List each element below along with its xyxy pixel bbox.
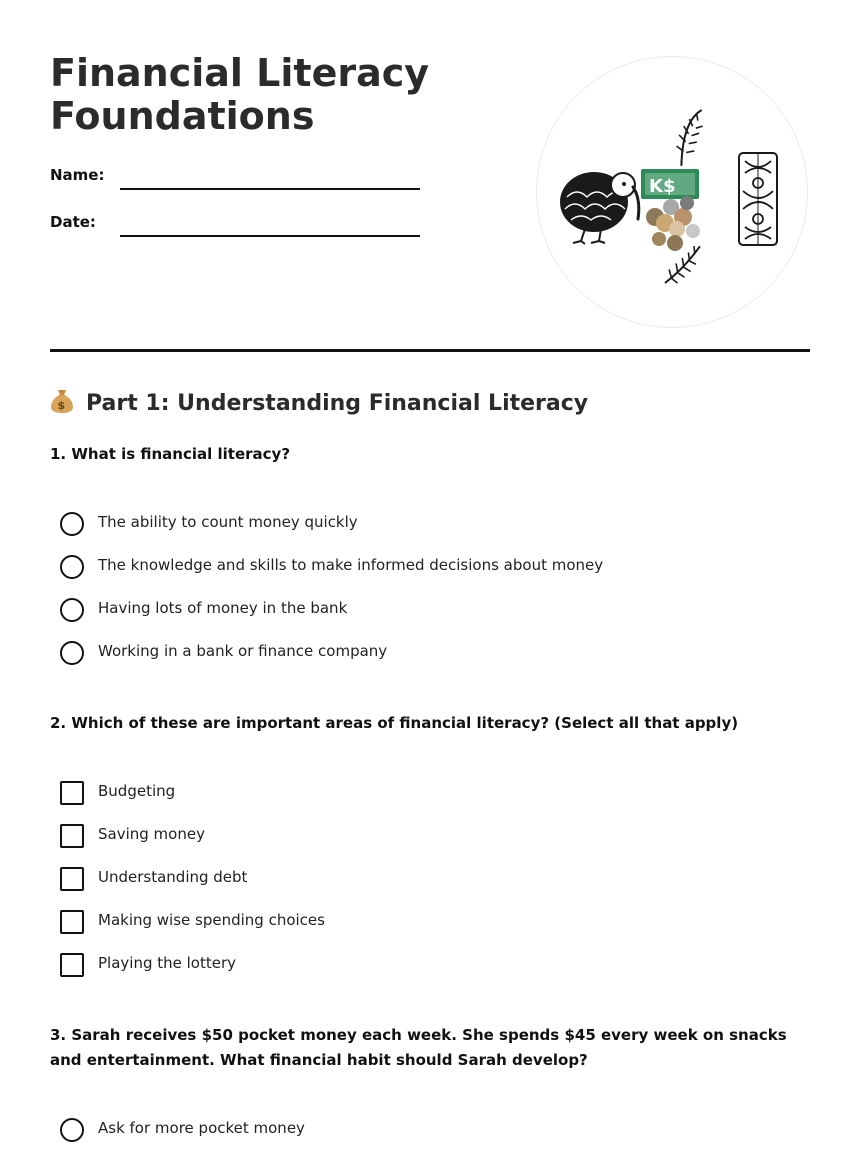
q1-option-2[interactable] bbox=[60, 555, 760, 581]
svg-text:K$: K$ bbox=[649, 176, 676, 197]
q1-option-4[interactable] bbox=[60, 641, 760, 667]
fern-leaf-icon bbox=[656, 244, 710, 289]
maori-carving-icon bbox=[739, 153, 777, 245]
option-label: Having lots of money in the bank bbox=[98, 599, 348, 617]
q2-option-4[interactable] bbox=[60, 910, 760, 936]
name-line[interactable] bbox=[120, 188, 420, 190]
checkbox[interactable] bbox=[60, 824, 84, 848]
header-divider bbox=[50, 349, 810, 352]
q2-option-5[interactable] bbox=[60, 953, 760, 979]
section-heading-text: Part 1: Understanding Financial Literacy bbox=[86, 391, 589, 416]
q2-option-3[interactable] bbox=[60, 867, 760, 893]
svg-text:$: $ bbox=[57, 399, 66, 412]
date-line[interactable] bbox=[120, 235, 420, 237]
question-3: 3. Sarah receives $50 pocket money each week. She spends $45 every week on snacks and entertainment. What financial habit should Sarah develop? bbox=[50, 1026, 787, 1069]
page-title bbox=[50, 52, 520, 138]
radio-button[interactable] bbox=[60, 555, 84, 579]
date-label: Date: bbox=[50, 213, 96, 231]
kiwi-bird-icon bbox=[560, 172, 639, 244]
title-line-2: Foundations bbox=[50, 94, 315, 138]
option-label: The ability to count money quickly bbox=[98, 513, 358, 531]
radio-button[interactable] bbox=[60, 512, 84, 536]
option-label: Understanding debt bbox=[98, 868, 248, 886]
radio-button[interactable] bbox=[60, 598, 84, 622]
checkbox[interactable] bbox=[60, 867, 84, 891]
banknote-icon bbox=[641, 169, 699, 199]
coins-icon bbox=[646, 196, 700, 251]
q1-option-1[interactable] bbox=[60, 512, 760, 538]
checkbox[interactable] bbox=[60, 781, 84, 805]
radio-button[interactable] bbox=[60, 1118, 84, 1142]
option-label: Playing the lottery bbox=[98, 954, 237, 972]
option-label: Making wise spending choices bbox=[98, 911, 325, 929]
question-2: 2. Which of these are important areas of financial literacy? (Select all that apply) bbox=[50, 714, 739, 732]
name-label: Name: bbox=[50, 166, 105, 184]
title-line-1: Financial Literacy bbox=[50, 51, 430, 95]
money-bag-icon bbox=[50, 388, 76, 423]
option-label: Working in a bank or finance company bbox=[98, 642, 388, 660]
q1-option-3[interactable] bbox=[60, 598, 760, 624]
q3-option-1[interactable] bbox=[60, 1118, 760, 1144]
radio-button[interactable] bbox=[60, 641, 84, 665]
option-label: Budgeting bbox=[98, 782, 176, 800]
logo-badge bbox=[537, 57, 807, 327]
option-label: Ask for more pocket money bbox=[98, 1119, 305, 1137]
option-label: Saving money bbox=[98, 825, 205, 843]
checkbox[interactable] bbox=[60, 953, 84, 977]
question-1: 1. What is financial literacy? bbox=[50, 445, 291, 463]
section-heading-part1 bbox=[50, 388, 588, 423]
q2-option-2[interactable] bbox=[60, 824, 760, 850]
checkbox[interactable] bbox=[60, 910, 84, 934]
option-label: The knowledge and skills to make informed decisions about money bbox=[98, 556, 604, 574]
fern-leaf-icon bbox=[664, 110, 720, 166]
q2-option-1[interactable] bbox=[60, 781, 760, 807]
